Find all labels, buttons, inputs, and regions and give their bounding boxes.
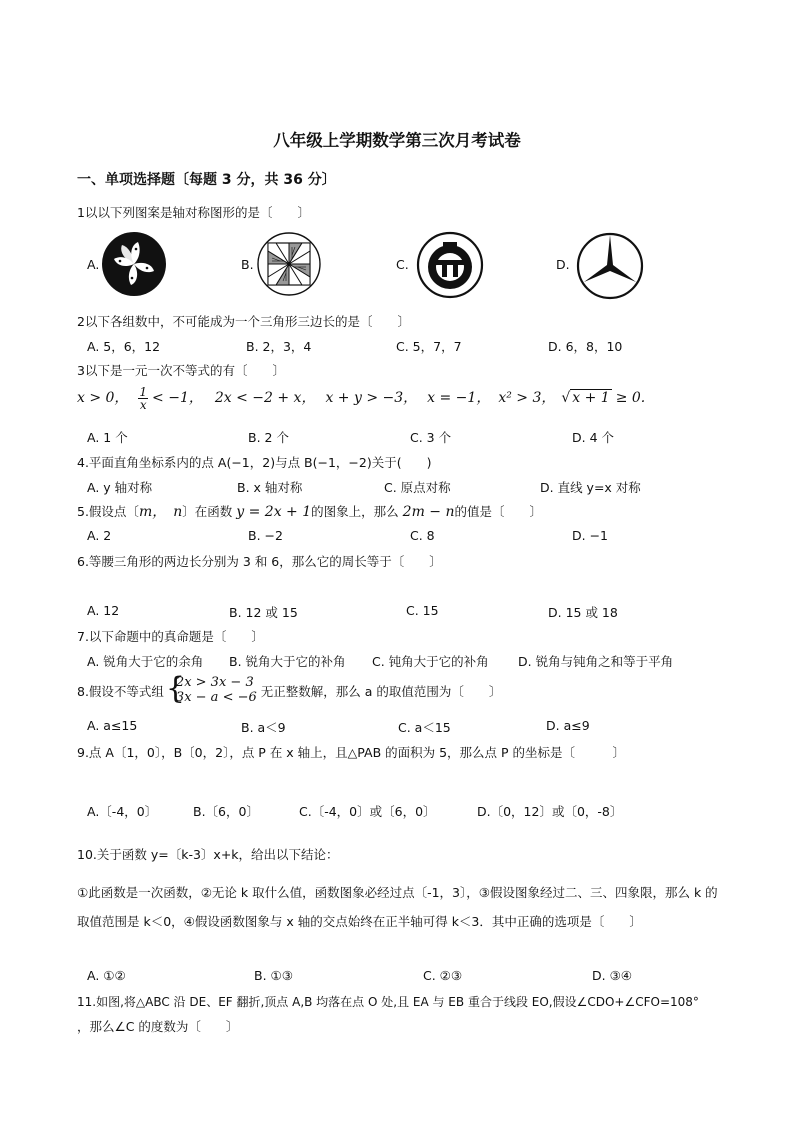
- question-6-stem: 6.等腰三角形的两边长分别为 3 和 6，那么它的周长等于〔 〕: [77, 554, 442, 569]
- bauhinia-emblem-image: [101, 231, 167, 297]
- q5-option-b: B. −2: [248, 528, 283, 543]
- q3-expr-1: x > 0，: [77, 390, 129, 406]
- q1-option-c-label: C.: [396, 257, 409, 272]
- q4-option-b: B. x 轴对称: [237, 480, 303, 495]
- q5-option-c: C. 8: [410, 528, 435, 543]
- question-11-line-1: 11.如图,将△ABC 沿 DE、EF 翻折,顶点 A,B 均落在点 O 处,且 EA 与 EB 重合于线段 EO,假设∠CDO+∠CFO=108°: [77, 995, 699, 1009]
- q8-inequality-system: [168, 676, 257, 706]
- question-4-stem: 4.平面直角坐标系内的点 A(−1，2)与点 B(−1，−2)关于( ): [77, 455, 432, 470]
- page-title: 八年级上学期数学第三次月考试卷: [273, 131, 521, 150]
- q7-option-a: A. 锐角大于它的余角: [87, 654, 204, 669]
- question-2-stem: 2以下各组数中，不可能成为一个三角形三边长的是〔 〕: [77, 314, 410, 329]
- q8-system-line-2: 3x − a < −6: [175, 689, 257, 705]
- fraction-denominator: x: [139, 398, 147, 412]
- q6-option-a: A. 12: [87, 603, 120, 618]
- q10-option-d: D. ③④: [592, 968, 632, 983]
- q5-point: m， n: [138, 504, 183, 520]
- q5-expression: 2m − n: [402, 504, 455, 520]
- q6-option-b: B. 12 或 15: [229, 605, 298, 620]
- q3-expr-7-root-sign: √: [561, 390, 571, 406]
- q8-text-a: 8.假设不等式组: [77, 683, 164, 699]
- fraction-numerator: 1: [139, 385, 148, 399]
- q4-option-a: A. y 轴对称: [87, 480, 153, 495]
- q5-text-c: 的图象上，那么: [311, 504, 399, 519]
- q8-option-a: A. a≤15: [87, 718, 138, 733]
- q4-option-d: D. 直线 y=x 对称: [540, 480, 641, 495]
- question-11-line-2: ，那么∠C 的度数为〔 〕: [77, 1019, 239, 1034]
- q10-option-c: C. ②③: [423, 968, 463, 983]
- q8-system-line-1: { 2x > 3x − 3: [175, 675, 254, 690]
- question-9-stem: 9.点 A〔1，0〕，B〔0，2〕，点 P 在 x 轴上，且△PAB 的面积为 5，那么点 P 的坐标是〔 〕: [77, 745, 626, 760]
- q3-expr-3: 2x < −2 + x，: [214, 390, 316, 406]
- q3-expr-2-fraction: [138, 386, 148, 411]
- q5-text-b: 〕在函数: [182, 504, 233, 519]
- q9-option-a: A.〔-4，0〕: [87, 804, 158, 819]
- q5-text-a: 5.假设点〔: [77, 504, 139, 519]
- question-1-stem: 1以以下列图案是轴对称图形的是〔 〕: [77, 205, 310, 220]
- q2-option-b: B. 2，3，4: [246, 339, 312, 354]
- question-7-stem: 7.以下命题中的真命题是〔 〕: [77, 629, 264, 644]
- ring-emblem-image: [416, 231, 484, 299]
- q8-option-d: D. a≤9: [546, 718, 590, 733]
- q1-option-a-label: A.: [87, 257, 100, 272]
- q3-expr-2-tail: < −1，: [152, 390, 203, 406]
- q10-option-b: B. ①③: [254, 968, 293, 983]
- q9-option-b: B.〔6，0〕: [193, 804, 259, 819]
- q9-option-c: C.〔-4，0〕或〔6，0〕: [299, 804, 436, 819]
- q7-option-d: D. 锐角与钝角之和等于平角: [518, 654, 674, 669]
- q6-option-d: D. 15 或 18: [548, 605, 618, 620]
- question-5-stem: [77, 501, 542, 521]
- q3-option-d: D. 4 个: [572, 430, 614, 445]
- q10-option-a: A. ①②: [87, 968, 126, 983]
- q5-option-a: A. 2: [87, 528, 112, 543]
- q3-expression-row: [77, 386, 645, 411]
- q3-expr-4: x + y > −3，: [325, 390, 418, 406]
- question-10-body: ①此函数是一次函数，②无论 k 取什么值，函数图象必经过点〔-1，3〕，③假设图象经过二、三、四象限，那么 k 的取值范围是 k＜0，④假设函数图象与 x 轴的交点始终在正半轴可得 k＜3．其中正确的选项是〔 〕: [77, 885, 718, 929]
- question-8-stem: [77, 676, 501, 706]
- q5-option-d: D. −1: [572, 528, 608, 543]
- q3-expr-5: x = −1，: [427, 390, 491, 406]
- q5-function: y = 2x + 1: [236, 504, 312, 520]
- q3-expr-7-tail: ≥ 0.: [615, 390, 646, 406]
- q1-option-b-label: B.: [241, 257, 254, 272]
- q3-expr-6: x² > 3，: [498, 390, 556, 406]
- q2-option-a: A. 5，6，12: [87, 339, 161, 354]
- question-10-stem: 10.关于函数 y=〔k-3〕x+k，给出以下结论：: [77, 847, 339, 862]
- section-heading: 一、单项选择题〔每题 3 分，共 36 分〕: [77, 172, 336, 188]
- q3-expr-7-radicand: x + 1: [572, 390, 610, 406]
- q4-option-c: C. 原点对称: [384, 480, 451, 495]
- q2-option-c: C. 5，7，7: [396, 339, 462, 354]
- q8-option-c: C. a＜15: [398, 720, 451, 735]
- q3-option-b: B. 2 个: [248, 430, 289, 445]
- q3-option-c: C. 3 个: [410, 430, 452, 445]
- q3-option-a: A. 1 个: [87, 430, 128, 445]
- question-3-stem: 3以下是一元一次不等式的有〔 〕: [77, 363, 285, 378]
- q2-option-d: D. 6，8，10: [548, 339, 623, 354]
- q8-option-b: B. a＜9: [241, 720, 286, 735]
- q8-text-b: 无正整数解，那么 a 的取值范围为〔 〕: [260, 683, 502, 699]
- q7-option-b: B. 锐角大于它的补角: [229, 654, 346, 669]
- q5-text-d: 的值是〔 〕: [454, 504, 543, 519]
- q1-option-d-label: D.: [556, 257, 570, 272]
- q9-option-d: D.〔0，12〕或〔0，-8〕: [477, 804, 623, 819]
- pinwheel-emblem-image: [256, 231, 322, 297]
- three-pointed-star-image: [575, 231, 645, 301]
- q6-option-c: C. 15: [406, 603, 439, 618]
- q7-option-c: C. 钝角大于它的补角: [372, 654, 489, 669]
